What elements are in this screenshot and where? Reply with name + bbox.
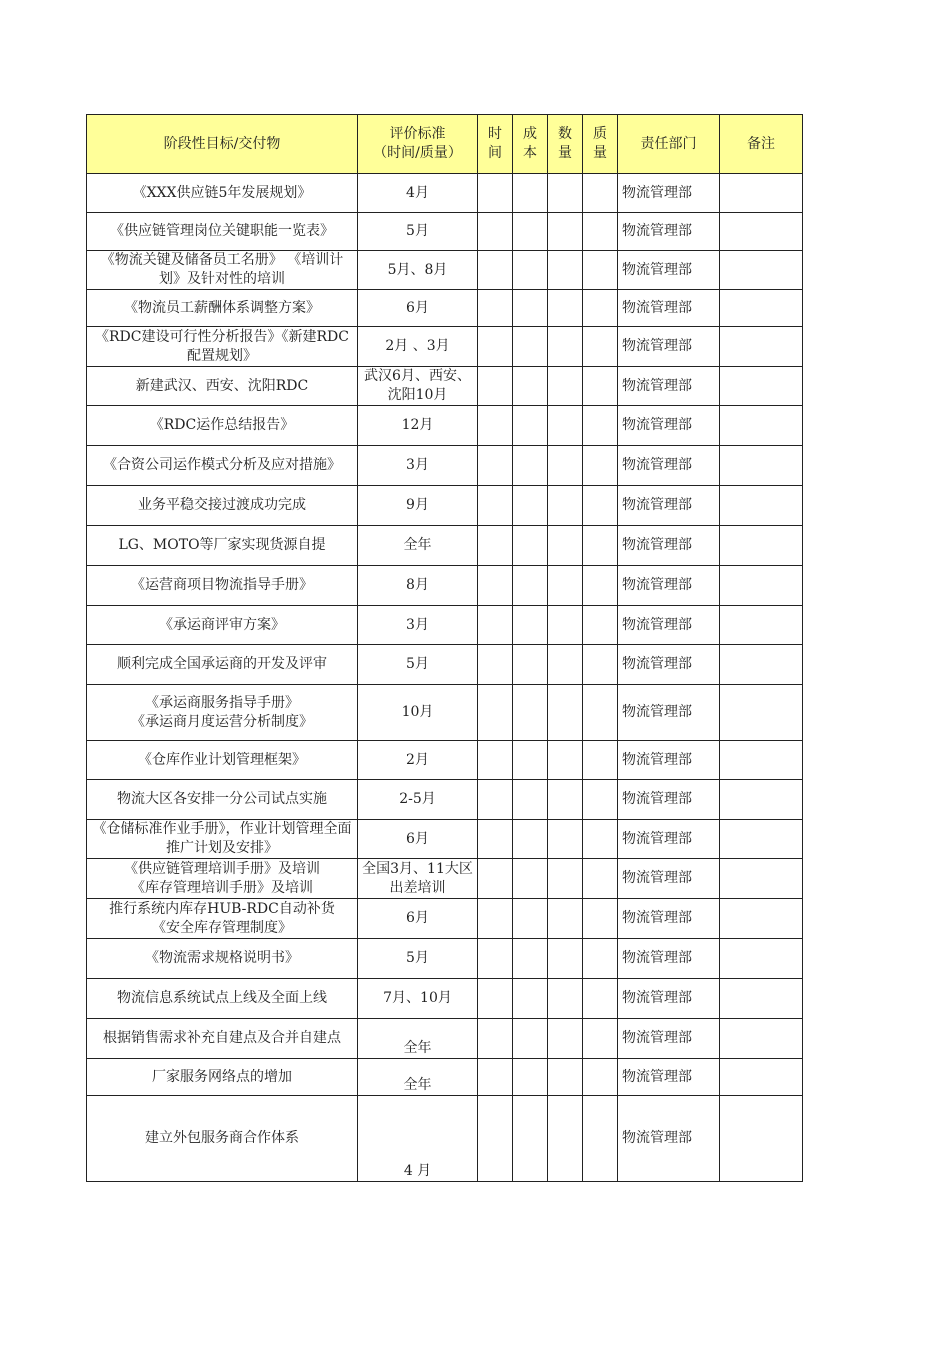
goal-cell: 《RDC建设可行性分析报告》《新建RDC配置规划》 xyxy=(87,327,358,367)
time-cell xyxy=(478,780,513,820)
cost-cell xyxy=(513,1059,548,1096)
note-cell xyxy=(720,566,803,606)
goal-cell: 《RDC运作总结报告》 xyxy=(87,406,358,446)
goal-cell: 物流大区各安排一分公司试点实施 xyxy=(87,780,358,820)
goal-cell: 业务平稳交接过渡成功完成 xyxy=(87,486,358,526)
table-row xyxy=(87,486,803,526)
note-cell xyxy=(720,606,803,645)
dept-cell: 物流管理部 xyxy=(618,290,720,327)
note-cell xyxy=(720,526,803,566)
cost-cell xyxy=(513,526,548,566)
dept-cell: 物流管理部 xyxy=(618,741,720,780)
quality-cell xyxy=(583,290,618,327)
cost-cell xyxy=(513,606,548,645)
table-row xyxy=(87,820,803,859)
table-row xyxy=(87,1019,803,1059)
table-row xyxy=(87,1059,803,1096)
time-cell xyxy=(478,327,513,367)
cost-cell xyxy=(513,213,548,251)
time-cell xyxy=(478,566,513,606)
cost-cell xyxy=(513,645,548,685)
table-row xyxy=(87,213,803,251)
quality-cell xyxy=(583,327,618,367)
standard-cell: 6月 xyxy=(358,820,478,859)
quality-cell xyxy=(583,645,618,685)
quantity-cell xyxy=(548,859,583,899)
dept-cell: 物流管理部 xyxy=(618,859,720,899)
goals-table xyxy=(86,114,803,1182)
dept-cell: 物流管理部 xyxy=(618,213,720,251)
quantity-cell xyxy=(548,251,583,290)
goal-cell: 厂家服务网络点的增加 xyxy=(87,1059,358,1096)
table-row xyxy=(87,899,803,939)
quantity-cell xyxy=(548,606,583,645)
time-cell xyxy=(478,446,513,486)
quantity-cell xyxy=(548,741,583,780)
table-row xyxy=(87,251,803,290)
quantity-cell xyxy=(548,446,583,486)
dept-cell: 物流管理部 xyxy=(618,1019,720,1059)
goal-cell: 新建武汉、西安、沈阳RDC xyxy=(87,367,358,406)
time-cell xyxy=(478,685,513,741)
quality-cell xyxy=(583,741,618,780)
standard-cell: 2月 、3月 xyxy=(358,327,478,367)
quantity-cell xyxy=(548,406,583,446)
cost-cell xyxy=(513,327,548,367)
goal-cell: 根据销售需求补充自建点及合并自建点 xyxy=(87,1019,358,1059)
note-cell xyxy=(720,645,803,685)
goal-cell: 物流信息系统试点上线及全面上线 xyxy=(87,979,358,1019)
standard-cell: 2月 xyxy=(358,741,478,780)
time-cell xyxy=(478,939,513,979)
dept-cell: 物流管理部 xyxy=(618,939,720,979)
time-cell xyxy=(478,174,513,213)
goal-cell: 《物流需求规格说明书》 xyxy=(87,939,358,979)
standard-cell: 10月 xyxy=(358,685,478,741)
quality-cell xyxy=(583,526,618,566)
cost-cell xyxy=(513,566,548,606)
quantity-cell xyxy=(548,1096,583,1182)
cost-cell xyxy=(513,1096,548,1182)
cost-cell xyxy=(513,939,548,979)
quality-cell xyxy=(583,979,618,1019)
cost-cell xyxy=(513,859,548,899)
note-cell xyxy=(720,979,803,1019)
dept-cell: 物流管理部 xyxy=(618,1059,720,1096)
goal-cell: 《运营商项目物流指导手册》 xyxy=(87,566,358,606)
table-row xyxy=(87,939,803,979)
goal-cell: LG、MOTO等厂家实现货源自提 xyxy=(87,526,358,566)
standard-cell: 全年 xyxy=(358,526,478,566)
note-cell xyxy=(720,174,803,213)
table-row xyxy=(87,741,803,780)
table-row xyxy=(87,685,803,741)
quantity-cell xyxy=(548,566,583,606)
standard-cell: 5月 xyxy=(358,645,478,685)
quantity-cell xyxy=(548,526,583,566)
goal-cell: 《供应链管理培训手册》及培训 《库存管理培训手册》及培训 xyxy=(87,859,358,899)
header-cost: 成 本 xyxy=(513,115,548,174)
dept-cell: 物流管理部 xyxy=(618,645,720,685)
dept-cell: 物流管理部 xyxy=(618,446,720,486)
quality-cell xyxy=(583,566,618,606)
standard-cell: 3月 xyxy=(358,606,478,645)
table-row xyxy=(87,859,803,899)
goal-cell: 《物流关键及储备员工名册》 《培训计划》及针对性的培训 xyxy=(87,251,358,290)
time-cell xyxy=(478,213,513,251)
table-row xyxy=(87,1096,803,1182)
standard-cell: 全年 xyxy=(358,1019,478,1059)
quality-cell xyxy=(583,1019,618,1059)
goal-cell: 《承运商服务指导手册》 《承运商月度运营分析制度》 xyxy=(87,685,358,741)
goal-cell: 推行系统内库存HUB-RDC自动补货 《安全库存管理制度》 xyxy=(87,899,358,939)
time-cell xyxy=(478,406,513,446)
standard-cell: 4月 xyxy=(358,174,478,213)
cost-cell xyxy=(513,251,548,290)
quantity-cell xyxy=(548,645,583,685)
quantity-cell xyxy=(548,367,583,406)
quality-cell xyxy=(583,406,618,446)
standard-cell: 9月 xyxy=(358,486,478,526)
header-goal: 阶段性目标/交付物 xyxy=(87,115,358,174)
note-cell xyxy=(720,1059,803,1096)
time-cell xyxy=(478,606,513,645)
table-row xyxy=(87,406,803,446)
table-row xyxy=(87,367,803,406)
table-row xyxy=(87,566,803,606)
time-cell xyxy=(478,820,513,859)
quantity-cell xyxy=(548,780,583,820)
table-row xyxy=(87,526,803,566)
cost-cell xyxy=(513,685,548,741)
table-row xyxy=(87,290,803,327)
standard-cell: 5月 xyxy=(358,213,478,251)
time-cell xyxy=(478,899,513,939)
quality-cell xyxy=(583,780,618,820)
standard-cell: 8月 xyxy=(358,566,478,606)
header-note: 备注 xyxy=(720,115,803,174)
dept-cell: 物流管理部 xyxy=(618,1096,720,1182)
goal-cell: 《承运商评审方案》 xyxy=(87,606,358,645)
note-cell xyxy=(720,290,803,327)
dept-cell: 物流管理部 xyxy=(618,251,720,290)
goal-cell: 《仓储标准作业手册》，作业计划管理全面推广计划及安排》 xyxy=(87,820,358,859)
header-time: 时 间 xyxy=(478,115,513,174)
goal-cell: 《仓库作业计划管理框架》 xyxy=(87,741,358,780)
standard-cell: 全国3月、11大区出差培训 xyxy=(358,859,478,899)
quality-cell xyxy=(583,1059,618,1096)
time-cell xyxy=(478,526,513,566)
cost-cell xyxy=(513,820,548,859)
goal-cell: 《供应链管理岗位关键职能一览表》 xyxy=(87,213,358,251)
quantity-cell xyxy=(548,290,583,327)
dept-cell: 物流管理部 xyxy=(618,780,720,820)
note-cell xyxy=(720,741,803,780)
table-row xyxy=(87,645,803,685)
note-cell xyxy=(720,367,803,406)
cost-cell xyxy=(513,290,548,327)
table-row xyxy=(87,327,803,367)
cost-cell xyxy=(513,1019,548,1059)
quality-cell xyxy=(583,859,618,899)
note-cell xyxy=(720,899,803,939)
dept-cell: 物流管理部 xyxy=(618,486,720,526)
note-cell xyxy=(720,406,803,446)
dept-cell: 物流管理部 xyxy=(618,566,720,606)
quantity-cell xyxy=(548,979,583,1019)
time-cell xyxy=(478,290,513,327)
quantity-cell xyxy=(548,685,583,741)
note-cell xyxy=(720,446,803,486)
time-cell xyxy=(478,486,513,526)
quality-cell xyxy=(583,899,618,939)
table-row xyxy=(87,174,803,213)
quantity-cell xyxy=(548,1059,583,1096)
quantity-cell xyxy=(548,486,583,526)
time-cell xyxy=(478,979,513,1019)
note-cell xyxy=(720,859,803,899)
quality-cell xyxy=(583,939,618,979)
dept-cell: 物流管理部 xyxy=(618,526,720,566)
dept-cell: 物流管理部 xyxy=(618,174,720,213)
goal-cell: 《物流员工薪酬体系调整方案》 xyxy=(87,290,358,327)
note-cell xyxy=(720,780,803,820)
standard-cell: 5月、8月 xyxy=(358,251,478,290)
header-standard: 评价标准 （时间/质量） xyxy=(358,115,478,174)
time-cell xyxy=(478,251,513,290)
time-cell xyxy=(478,741,513,780)
dept-cell: 物流管理部 xyxy=(618,406,720,446)
time-cell xyxy=(478,859,513,899)
cost-cell xyxy=(513,174,548,213)
cost-cell xyxy=(513,406,548,446)
dept-cell: 物流管理部 xyxy=(618,685,720,741)
goal-cell: 《合资公司运作模式分析及应对措施》 xyxy=(87,446,358,486)
note-cell xyxy=(720,685,803,741)
goal-cell: 《XXX供应链5年发展规划》 xyxy=(87,174,358,213)
cost-cell xyxy=(513,899,548,939)
note-cell xyxy=(720,1096,803,1182)
quantity-cell xyxy=(548,1019,583,1059)
standard-cell: 5月 xyxy=(358,939,478,979)
note-cell xyxy=(720,213,803,251)
quantity-cell xyxy=(548,327,583,367)
standard-cell: 12月 xyxy=(358,406,478,446)
time-cell xyxy=(478,367,513,406)
quality-cell xyxy=(583,367,618,406)
time-cell xyxy=(478,645,513,685)
standard-cell: 7月、10月 xyxy=(358,979,478,1019)
header-quantity: 数 量 xyxy=(548,115,583,174)
quantity-cell xyxy=(548,174,583,213)
quality-cell xyxy=(583,251,618,290)
quality-cell xyxy=(583,1096,618,1182)
table-row xyxy=(87,606,803,645)
standard-cell: 4 月 xyxy=(358,1096,478,1182)
table-row xyxy=(87,780,803,820)
goal-cell: 顺利完成全国承运商的开发及评审 xyxy=(87,645,358,685)
dept-cell: 物流管理部 xyxy=(618,327,720,367)
note-cell xyxy=(720,939,803,979)
quality-cell xyxy=(583,820,618,859)
table-row xyxy=(87,446,803,486)
quality-cell xyxy=(583,213,618,251)
dept-cell: 物流管理部 xyxy=(618,979,720,1019)
quality-cell xyxy=(583,606,618,645)
standard-cell: 全年 xyxy=(358,1059,478,1096)
header-quality: 质 量 xyxy=(583,115,618,174)
dept-cell: 物流管理部 xyxy=(618,820,720,859)
quantity-cell xyxy=(548,213,583,251)
quantity-cell xyxy=(548,899,583,939)
quantity-cell xyxy=(548,820,583,859)
header-row xyxy=(87,115,803,174)
quality-cell xyxy=(583,446,618,486)
quantity-cell xyxy=(548,939,583,979)
cost-cell xyxy=(513,486,548,526)
time-cell xyxy=(478,1019,513,1059)
dept-cell: 物流管理部 xyxy=(618,606,720,645)
table-row xyxy=(87,979,803,1019)
header-dept: 责任部门 xyxy=(618,115,720,174)
cost-cell xyxy=(513,741,548,780)
standard-cell: 6月 xyxy=(358,899,478,939)
note-cell xyxy=(720,1019,803,1059)
note-cell xyxy=(720,820,803,859)
quality-cell xyxy=(583,685,618,741)
goal-cell: 建立外包服务商合作体系 xyxy=(87,1096,358,1182)
dept-cell: 物流管理部 xyxy=(618,899,720,939)
dept-cell: 物流管理部 xyxy=(618,367,720,406)
note-cell xyxy=(720,327,803,367)
cost-cell xyxy=(513,367,548,406)
standard-cell: 2-5月 xyxy=(358,780,478,820)
standard-cell: 6月 xyxy=(358,290,478,327)
cost-cell xyxy=(513,780,548,820)
time-cell xyxy=(478,1059,513,1096)
quality-cell xyxy=(583,486,618,526)
cost-cell xyxy=(513,446,548,486)
standard-cell: 3月 xyxy=(358,446,478,486)
note-cell xyxy=(720,486,803,526)
note-cell xyxy=(720,251,803,290)
cost-cell xyxy=(513,979,548,1019)
standard-cell: 武汉6月、西安、沈阳10月 xyxy=(358,367,478,406)
quality-cell xyxy=(583,174,618,213)
time-cell xyxy=(478,1096,513,1182)
